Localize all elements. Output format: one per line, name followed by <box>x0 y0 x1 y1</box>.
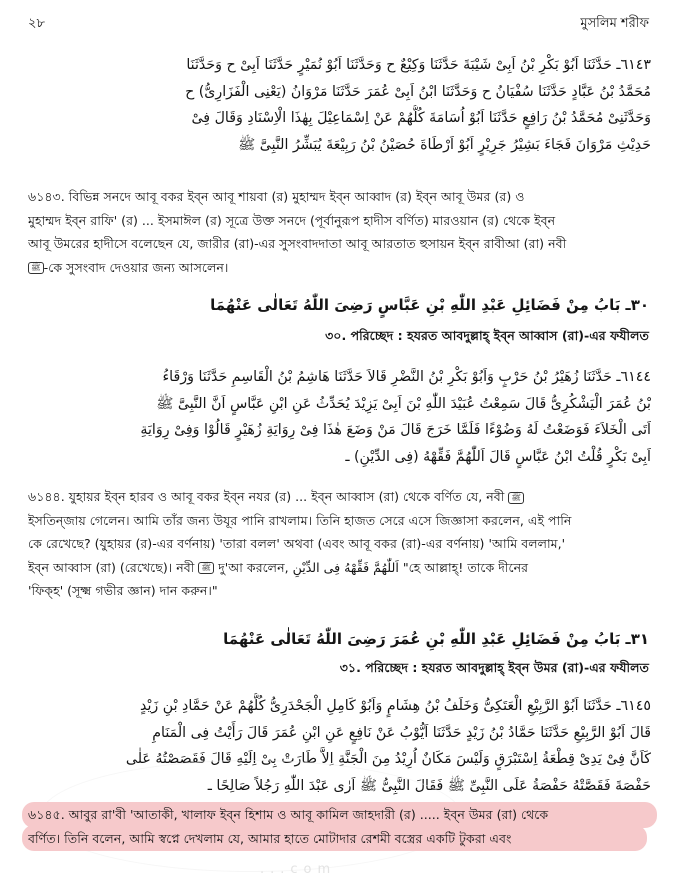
hadith-6144-bangla <box>28 485 651 603</box>
bangla-line: কে রেখেছে? (যুহায়র (র)-এর বর্ণনায়) 'তারা বলল' অথবা (এবং আবূ বকর (রা)-এর বর্ণনায়) 'আমি বললাম,' <box>28 536 566 551</box>
book-title: মুসলিম শরীফ <box>580 15 649 31</box>
chapter-31-bangla-title: ৩১. পরিচ্ছেদ : হযরত আবদুল্লাহ্ ইব্‌ন উমর (রা)-এর ফযীলত <box>339 660 649 675</box>
bangla-line: বর্ণিত। তিনি বলেন, আমি স্বপ্নে দেখলাম যে, আমার হাতে মোটাদার রেশমী বস্ত্রের একটি টুকরা এবং <box>28 830 512 846</box>
arabic-line: بْنُ عُمَرَ الْيَشْكُرِىُّ قَالَ سَمِعْتُ عُبَيْدَ اللّٰهِ بْنَ اَبِىْ يَزِيْدَ يُحَدِّثُ عَنِ ابْنِ عَبَّاسٍ اَنَّ النَّبِىَّ ﷺ <box>156 395 651 412</box>
chapter-30-arabic-title: ٣٠ـ بَابُ مِنْ فَضَائِلِ عَبْدِ اللّٰهِ بْنِ عَبَّاسٍ رَضِىَ اللّٰهُ تَعَالٰى عَنْهُمَا <box>210 296 649 314</box>
arabic-line: ٦١٤٤ـ حَدَّثَنَا زُهَيْرُ بْنُ حَرْبٍ وَاَبُوْ بَكْرِ بْنُ النَّضْرِ قَالاَ حَدَّثَنَا هَاشِمُ بْنُ الْقَاسِمِ حَدَّثَنَا وَرْقَاءُ <box>162 369 651 385</box>
arabic-line: ٦١٤٣ـ حَدَّثَنَا اَبُوْ بَكْرِ بْنُ اَبِىْ شَيْبَةَ حَدَّثَنَا وَكِيْعٌ ح وَحَدَّثَنَا اَبُوْ نُمَيْرٍ حَدَّثَنَا اَبِىْ ح وَحَدَّثَنَا <box>186 57 651 73</box>
arabic-line: كَاَنَّ فِىْ يَدِىْ قِطْعَةُ اِسْتَبْرَقٍ وَلَيْسَ مَكَانٌ اُرِيْدُ مِنَ الْجَنَّةِ اِلاَّ طَارَتْ بِىْ اِلَيْهِ قَالَ فَقَصَصْتُهُ عَلٰى <box>125 751 651 767</box>
arabic-line: حَفْصَةَ فَقَصَّتْهُ حَفْصَةُ عَلَى النَّبِىِّ ﷺ فَقَالَ النَّبِىُّ ﷺ اَرٰى عَبْدَ اللّٰهِ رَجُلاً صَالِحًا ـ <box>207 777 651 794</box>
arabic-line: مُحَمَّدُ بْنُ عَبَّادٍ حَدَّثَنَا سُفْيَانُ ح وَحَدَّثَنَا ابْنُ اَبِىْ عُمَرَ حَدَّثَنَا مَرْوَانُ (يَعْنِى الْفَزَارِىُّ) ح <box>185 83 651 100</box>
bangla-text: "হে আল্লাহ্! তাকে দীনের <box>402 559 529 575</box>
bangla-line-mixed <box>28 556 651 580</box>
saw-salutation-icon: ﷺ <box>508 492 524 504</box>
arabic-line: حَدِيْثِ مَرْوَانَ فَجَاءَ بَشِيْرُ جَرِيْرٍ اَبُوْ اَرْطَاةَ حُصَيْنُ بْنُ رَبِيْعَةَ يُبَشِّرُ النَّبِىَّ ﷺ <box>238 136 651 153</box>
page-header <box>28 12 649 36</box>
bangla-line: 'ফিক্‌হ' (সূক্ষ্ম গভীর জ্ঞান) দান করুন।" <box>28 583 218 598</box>
arabic-line: قَالَ اَبُوْ الرَّبِيْعِ حَدَّثَنَا حَمَّادُ بْنُ زَيْدٍ حَدَّثَنَا اَيُّوْبُ عَنْ نَافِعٍ عَنِ ابْنِ عُمَرَ قَالَ رَأَيْتُ فِى الْمَنَامِ <box>152 724 651 741</box>
arabic-line: اَبِىْ بَكْرٍ قُلْتُ ابْنُ عَبَّاسٍ قَالَ اَللّٰهُمَّ فَقِّهْهُ (فِى الدِّيْنِ) ـ <box>345 448 651 465</box>
bangla-line: মুহাম্মদ ইব্‌ন রাফি' (র) ... ইসমাঈল (র) সূত্রে উক্ত সনদে (পূর্বানুরূপ হাদীস বর্ণিত) মারওয়ান (র) থেকে ইব্‌ন <box>28 212 556 228</box>
bangla-line-with-icon <box>28 256 651 280</box>
chapter-31-arabic-title: ٣١ـ بَابُ مِنْ فَضَائِلِ عَبْدِ اللّٰهِ بْنِ عُمَرَ رَضِىَ اللّٰهُ تَعَالٰى عَنْهُمَا <box>223 630 649 648</box>
arabic-inline-dua: اَللّٰهُمَّ فَقِّهْهُ فِى الدِّيْنِ <box>292 559 399 575</box>
bangla-line-with-icon <box>28 485 651 509</box>
bangla-line: ৬১৪৪. যুহায়র ইব্‌ন হারব ও আবূ বকর ইব্‌ন নযর (র) ... ইব্‌ন আব্বাস (রা) থেকে বর্ণিত যে, নবী <box>28 489 505 504</box>
bangla-line: -কে সুসংবাদ দেওয়ার জন্য আসলেন। <box>43 259 229 275</box>
bangla-line: ৬১৪৩. বিভিন্ন সনদে আবূ বকর ইব্‌ন আবূ শায়বা (র) মুহাম্মদ ইব্‌ন আব্বাদ (র) ইব্‌ন আবূ উমর (র) ও <box>28 189 525 204</box>
bangla-line: ইব্‌ন আব্বাস (রা) (রেখেছে)। নবী <box>28 559 195 575</box>
arabic-line: اَتَى الْخَلاَءَ فَوَضَعْتُ لَهُ وَضُوْءًا فَلَمَّا خَرَجَ قَالَ مَنْ وَضَعَ هٰذَا فِىْ رِوَايَةِ زُهَيْرٍ قَالُوْا وَفِىْ رِوَايَةِ <box>140 422 651 438</box>
saw-salutation-icon: ﷺ <box>198 562 214 574</box>
arabic-line: ٦١٤٥ـ حَدَّثَنَا اَبُوْ الرَّبِيْعِ الْعَتَكِىُّ وَخَلَفُ بْنُ هِشَامٍ وَاَبُوْ كَامِلِ الْجَحْدَرِىُّ كُلُّهُمْ عَنْ حَمَّادِ بْنِ زَيْدٍ <box>140 698 651 714</box>
arabic-line: وَحَدَّثَنِىْ مُحَمَّدُ بْنُ رَافِعٍ حَدَّثَنَا اَبُوْ اُسَامَةَ كُلُّهُمْ عَنْ اِسْمَاعِيْلَ بِهٰذَا الْاِسْنَادِ وَقَالَ فِىْ <box>191 110 651 126</box>
page-number: ২৮ <box>28 15 45 31</box>
hadith-6144-arabic <box>28 364 651 470</box>
bangla-line: আবূ উমরের হাদীসে বলেছেন যে, জারীর (রা)-এর সুসংবাদদাতা আবূ আরতাত হুসায়ন ইব্‌ন রাবীআ (রা) নবী <box>28 236 567 251</box>
bangla-text: দু'আ করলেন, <box>218 559 289 575</box>
chapter-30-bangla-title: ৩০. পরিচ্ছেদ : হযরত আবদুল্লাহ্ ইব্‌ন আব্বাস (রা)-এর ফযীলত <box>325 328 649 343</box>
hadith-6145-bangla <box>28 803 651 850</box>
hadith-6143-arabic <box>28 52 651 158</box>
hadith-6143-bangla <box>28 185 651 279</box>
bangla-line: ৬১৪৫. আবুর রা'বী 'আতাকী, খালাফ ইব্‌ন হিশাম ও আবূ কামিল জাহদারী (র) ..... ইব্‌ন উমর (রা) থেকে <box>28 807 549 822</box>
saw-salutation-icon: ﷺ <box>28 262 44 274</box>
watermark-text: ...com <box>260 862 337 877</box>
bangla-line: ইসতিন্‌জায় গেলেন। আমি তাঁর জন্য উযূর পানি রাখলাম। তিনি হাজত সেরে এসে জিজ্ঞাসা করলেন, এই পানি <box>28 512 572 528</box>
